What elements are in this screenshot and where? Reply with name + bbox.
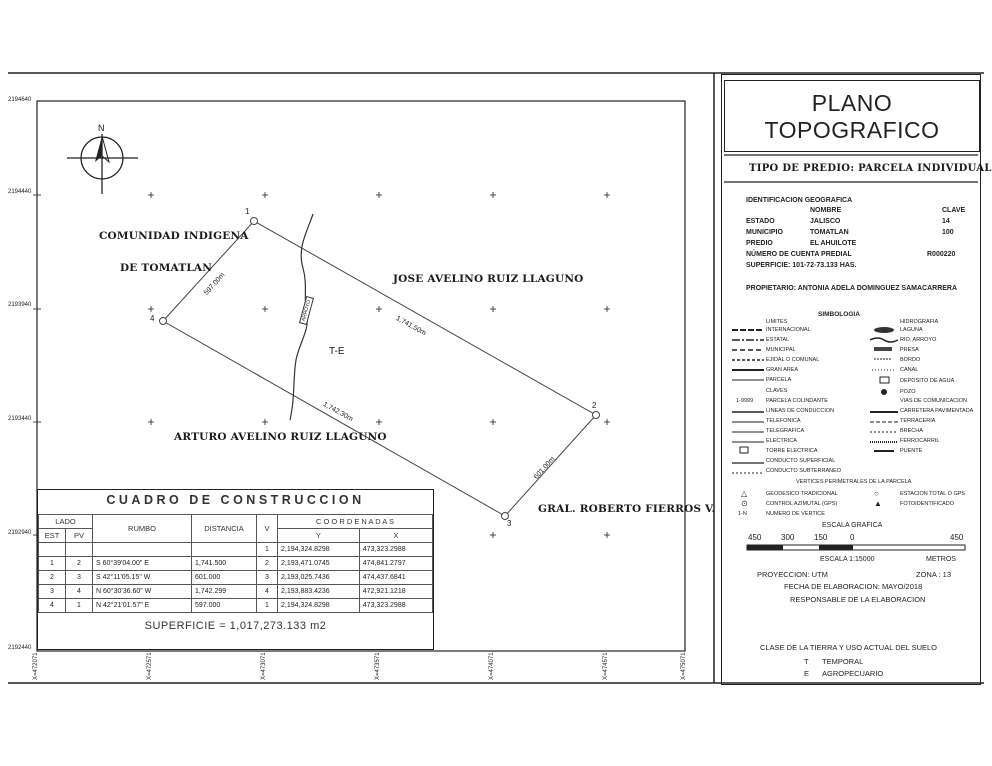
header-est: EST [39,529,66,543]
vertices-title: VERTICES PERIMETRALES DE LA PARCELA [796,479,912,485]
header-distancia: DISTANCIA [192,515,257,543]
sym-left-12: ELECTRICA [766,438,797,444]
construction-table-box [37,489,434,650]
coord-left-3: 2193940 [8,302,32,308]
cell-y: 2,193,025.7436 [278,571,360,585]
table-row [39,557,433,571]
metros: METROS [926,556,956,563]
title-line1: PLANO [811,90,893,116]
vert-left-0: GEODESICO TRADICIONAL [766,491,838,497]
sym-right-3: PRESA [900,347,919,353]
owner-south-east: GRAL. ROBERTO FIERROS V. [538,503,716,515]
side-label-2-3: 601.00m [533,455,557,481]
north-label: N [98,123,105,133]
triangle-icon: △ [741,489,748,498]
cell-x: 474,841.2797 [359,557,432,571]
coord-left-6: 2192440 [8,645,32,651]
cell-x: 472,921.1218 [359,585,432,599]
owner-north-west-line1: COMUNIDAD INDIGENA [99,230,249,242]
title-box [724,80,980,152]
estado-nombre: JALISCO [810,218,841,225]
vert-right-0: ESTACION TOTAL O GPS [900,491,966,497]
clase-e-code: E [804,669,810,678]
sym-right-4: BORDO [900,357,921,363]
vert-code: 1-N [738,511,747,517]
municipio-nombre: TOMATLAN [810,229,849,236]
municipio-label: MUNICIPIO [746,229,783,236]
coord-bottom-6: X=474571 [603,652,609,680]
sym-left-7: CLAVES [766,388,788,394]
coord-bottom-1: X=472071 [33,652,39,680]
coord-left-4: 2193440 [8,416,32,422]
sym-right-6: DEPOSITO DE AGUA [900,378,955,384]
table-row [39,571,433,585]
clase-title: CLASE DE LA TIERRA Y USO ACTUAL DEL SUELO [760,643,938,652]
sym-left-4: EJIDAL O COMUNAL [766,357,820,363]
sym-left-9: LINEAS DE CONDUCCION [766,408,835,414]
cell-distancia: 601.000 [192,571,257,585]
clase-t: TEMPORAL [822,657,864,666]
sym-left-3: MUNICIPAL [766,347,796,353]
escala-grafica: ESCALA GRAFICA [822,522,883,529]
cell-rumbo: N 42°21'01.57" E [93,599,192,613]
scale-tick-1: 300 [781,533,795,542]
owner-south: ARTURO AVELINO RUIZ LLAGUNO [174,431,387,443]
cell-pv: 1 [66,599,93,613]
table-row [39,543,433,557]
vert-left-1: CONTROL AZIMUTAL (GPS) [766,501,838,507]
tipo-predio-box [724,154,978,184]
target-icon: ⊙ [741,499,748,508]
table-row [39,585,433,599]
cell-distancia: 1,741.500 [192,557,257,571]
cell-pv: 2 [66,557,93,571]
grid-crosses [33,192,610,538]
sym-right-8: VIAS DE COMUNICACION [900,398,967,404]
vert-left-2: NUMERO DE VERTICE [766,511,825,517]
sym-left-11: TELEGRAFICA [766,428,805,434]
filled-triangle-icon: ▲ [874,499,882,508]
vertex-4-label: 4 [150,314,155,323]
header-y: Y [278,529,360,543]
header-x: X [359,529,432,543]
cell-est: 4 [39,599,66,613]
cell-distancia: 597.000 [192,599,257,613]
sym-right-10: TERRACERIA [900,418,936,424]
scale-tick-2: 150 [814,533,828,542]
cell-rumbo: S 60°39'04.00" E [93,557,192,571]
cell-x: 473,323.2988 [359,599,432,613]
propietario: PROPIETARIO: ANTONIA ADELA DOMINGUEZ SAMACARRERA [746,285,958,292]
coord-bottom-2: X=472571 [147,652,153,680]
estado-clave: 14 [942,218,950,225]
col-nombre: NOMBRE [810,207,842,214]
escala: ESCALA 1:15000 [820,556,875,563]
header-pv: PV [66,529,93,543]
sym-left-15: CONDUCTO SUBTERRANEO [766,468,842,474]
construction-table [38,514,433,613]
scale-tick-0: 450 [748,533,762,542]
cell-pv: 4 [66,585,93,599]
cell-pv: 3 [66,571,93,585]
sym-left-14: CONDUCTO SUPERFICIAL [766,458,836,464]
owner-north-west-line2: DE TOMATLAN [120,262,213,274]
cell-rumbo: S 42°11'05.15" W [93,571,192,585]
north-arrow-icon [67,134,138,194]
header-rumbo: RUMBO [93,515,192,543]
cell-v: 1 [257,543,278,557]
cell-y: 2,193,471.0745 [278,557,360,571]
sym-right-7: POZO [900,389,916,395]
sym-left-10: TELEFONICA [766,418,801,424]
scale-tick-4: 450 [950,533,964,542]
municipio-clave: 100 [942,229,954,236]
vertex-2-marker [593,412,600,419]
sym-left-13: TORRE ELECTRICA [766,448,818,454]
cell-x: 473,323.2988 [359,543,432,557]
sym-left-6: PARCELA [766,377,792,383]
panel-superficie: SUPERFICIE: 101-72-73.133 HAS. [746,262,857,269]
cell-v: 4 [257,585,278,599]
sym-left-1: INTERNACIONAL [766,327,811,333]
sym-left-8: PARCELA COLINDANTE [766,398,828,404]
ident-title: IDENTIFICACION GEOGRAFICA [746,197,853,204]
tipo-predio: TIPO DE PREDIO: PARCELA INDIVIDUAL [749,163,992,174]
title-line2: TOPOGRAFICO [764,117,940,143]
vertex-2-label: 2 [592,401,597,410]
cell-est: 2 [39,571,66,585]
predio-nombre: EL AHUILOTE [810,240,857,247]
header-lado: LADO [39,515,93,529]
clase-t-code: T [804,657,809,666]
superficie-total: SUPERFICIE = 1,017,273.133 m2 [144,620,327,632]
cell-v: 1 [257,599,278,613]
predio-label: PREDIO [746,240,773,247]
header-coordenadas: C O O R D E N A D A S [278,515,433,529]
side-label-4-1: 597.00m [203,271,227,297]
vertex-1-marker [251,218,258,225]
sym-right-9: CARRETERA PAVIMENTADA [900,408,974,414]
owner-north-east: JOSE AVELINO RUIZ LLAGUNO [393,273,584,285]
side-label-1-2: 1,741.50m [394,315,427,338]
proyeccion: PROYECCION: UTM [757,570,828,579]
sym-right-1: LAGUNA [900,327,923,333]
coord-left-2: 2194440 [8,189,32,195]
sym-right-5: CANAL [900,367,919,373]
cell-y: 2,194,324.8298 [278,543,360,557]
cell-y: 2,194,324.8298 [278,599,360,613]
sym-right-12: FERROCARRIL [900,438,940,444]
simbologia-title: SIMBOLOGIA [818,311,860,318]
cell-rumbo: N 60°30'36.60" W [93,585,192,599]
sym-right-2: RIO, ARROYO [900,337,937,343]
vertex-1-label: 1 [245,207,250,216]
coord-left-5: 2192940 [8,530,32,536]
header-v: V [257,515,278,543]
cell-x: 474,437.6841 [359,571,432,585]
stream-label: ARROYO [299,296,314,325]
cell-est: 3 [39,585,66,599]
estado-label: ESTADO [746,218,775,225]
cell-v: 3 [257,571,278,585]
circle-icon: ○ [874,489,879,498]
fecha: FECHA DE ELABORACION: MAYO/2018 [784,582,923,591]
cell-v: 2 [257,557,278,571]
sym-left-0: LIMITES [766,319,788,325]
coord-bottom-7: X=475071 [681,652,687,680]
cell-est: 1 [39,557,66,571]
vertex-3-label: 3 [507,519,512,528]
cuenta-valor: R000220 [927,251,956,258]
scale-bar [746,543,968,553]
sym-right-11: BRECHA [900,428,923,434]
coord-bottom-5: X=474071 [489,652,495,680]
cell-y: 2,193,883.4236 [278,585,360,599]
parcel-label: T-E [329,346,345,357]
parcel-boundary [163,221,596,516]
zona: ZONA : 13 [916,570,952,579]
symbology-right-icons [868,318,902,463]
cell-distancia: 1,742.299 [192,585,257,599]
col-clave: CLAVE [942,207,966,214]
clase-e: AGROPECUARIO [822,669,884,678]
clave-code: 1-9999 [736,398,754,404]
vertex-4-marker [160,318,167,325]
sym-left-5: GRAN AREA [766,367,799,373]
coord-left-1: 2194640 [8,97,32,103]
side-label-3-4: 1,742.30m [321,401,354,424]
vert-right-1: FOTOIDENTIFICADO [900,501,954,507]
sym-right-13: PUENTE [900,448,923,454]
coord-bottom-4: X=473571 [375,652,381,680]
table-row [39,599,433,613]
responsable: RESPONSABLE DE LA ELABORACION [790,595,926,604]
cuenta-label: NÚMERO DE CUENTA PREDIAL [746,251,852,258]
sym-right-0: HIDROGRAFIA [900,319,939,325]
sym-left-2: ESTATAL [766,337,790,343]
scale-tick-3: 0 [850,533,855,542]
coord-bottom-3: X=473071 [261,652,267,680]
construction-table-title: CUADRO DE CONSTRUCCION [106,493,365,507]
